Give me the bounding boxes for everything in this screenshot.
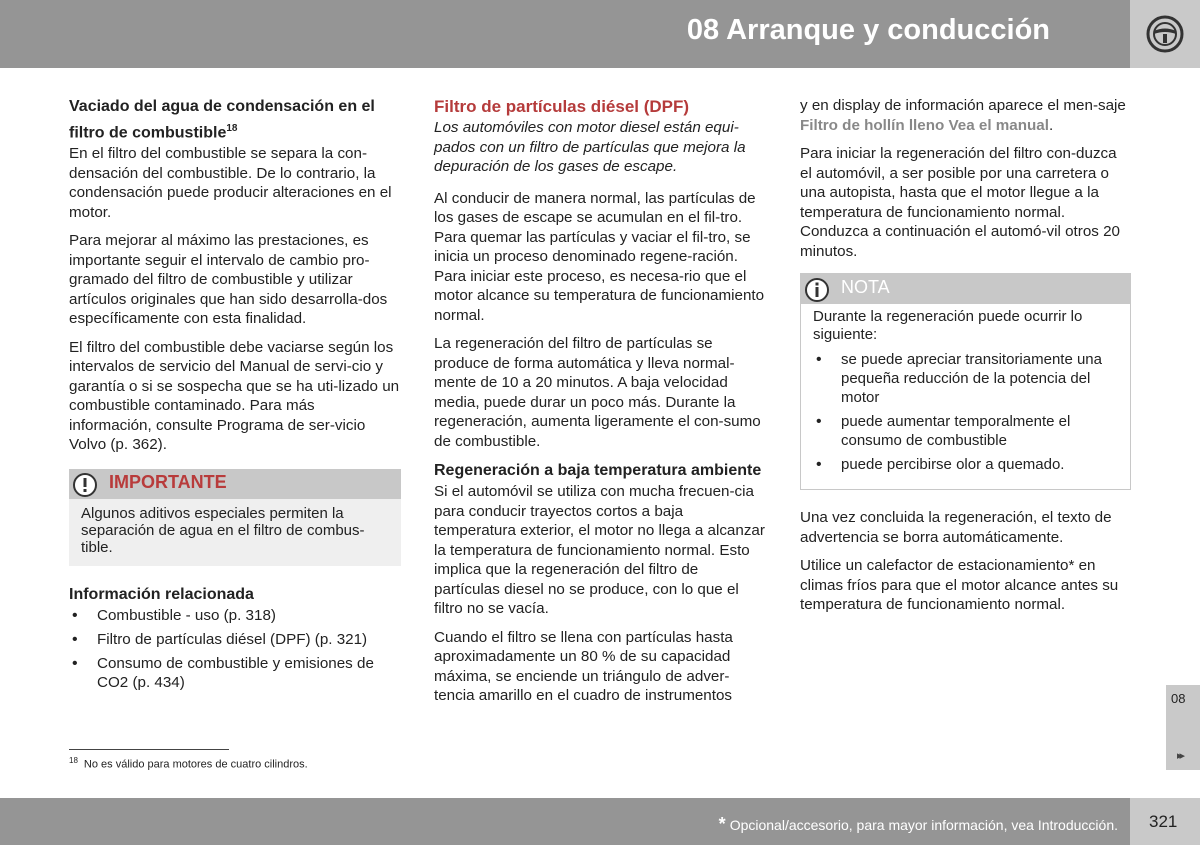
paragraph: En el filtro del combustible se separa la con-densación del combustible. De lo contrario, la condensación puede producir alteraciones en el motor. [69, 145, 392, 221]
page-header [0, 0, 1130, 68]
important-label: IMPORTANTE [109, 471, 227, 492]
page-footer [0, 798, 1130, 845]
steering-wheel-icon [1145, 14, 1185, 54]
paragraph: Para mejorar al máximo las prestaciones, es importante seguir el intervalo de cambio pro-gramado del filtro de combustible y utilizar artículos originales que han sido desarrolla-dos específicamente con esta finalidad. [69, 232, 388, 328]
warning-icon [72, 472, 98, 498]
note-header [801, 274, 1130, 304]
lead-paragraph: Los automóviles con motor diesel están equi-pados con un filtro de partículas que mejora la depuración de los gases de escape. [434, 119, 746, 175]
page-number: 321 [1149, 812, 1178, 831]
note-item: • puede percibirse olor a quemado. [813, 455, 1118, 474]
related-info [69, 584, 401, 692]
chapter-side-tab[interactable] [1166, 685, 1200, 770]
paragraph: Para iniciar la regeneración del filtro con-duzca el automóvil, a ser posible por una carretera o una autopista, hasta que el motor llegue a la temperatura de funcionamiento normal. Conduzca a continuación el automó-vil otros 20 minutos. [800, 145, 1120, 260]
paragraph: Cuando el filtro se llena con partículas hasta aproximadamente un 80 % de su capacidad máxima, se enciende un triángulo de adver-tencia amarillo en el cuadro de instrumentos [434, 628, 733, 704]
note-body [801, 304, 1130, 489]
important-header [69, 469, 401, 499]
subheading-low-temp: Regeneración a baja temperatura ambiente [434, 462, 762, 479]
column-middle [434, 96, 768, 715]
important-box [69, 469, 401, 566]
note-box [800, 273, 1131, 490]
note-intro: Durante la regeneración puede ocurrir lo siguiente: [813, 308, 1083, 343]
footnote: $^{18}$ No es válido para motores de cuatro cilindros. [69, 756, 308, 771]
note-item: • se puede apreciar transitoriamente una pequeña reducción de la potencia del motor [813, 350, 1118, 407]
important-text: Algunos aditivos especiales permiten la separación de agua en el filtro de combus-tible. [81, 504, 365, 556]
column-left [69, 96, 401, 697]
paragraph: Utilice un calefactor de estacionamiento* en climas fríos para que el motor alcance antes su temperatura de funcionamiento normal. [800, 557, 1119, 613]
page-number-box [1130, 798, 1200, 845]
section-heading-condensation: Vaciado del agua de condensación en el filtro de combustible$^{18}$ [69, 98, 375, 142]
related-heading: Información relacionada [69, 585, 254, 603]
chapter-title: 08 Arranque y conducción [686, 14, 1050, 46]
paragraph: Una vez concluida la regeneración, el texto de advertencia se borra automáticamente. [800, 509, 1112, 546]
column-right [800, 96, 1131, 624]
footer-note: * Opcional/accesorio, para mayor información, vea Introducción. [718, 814, 1118, 834]
paragraph: La regeneración del filtro de partículas se produce de forma automática y lleva normal-mente de 10 a 20 minutos. A baja velocidad media, puede durar un poco más. Durante la regeneración, aumenta ligeramente el con-sumo de combustible. [434, 335, 761, 450]
related-link[interactable]: • Consumo de combustible y emisiones de CO2 (p. 434) [69, 654, 401, 692]
related-link[interactable]: • Combustible - uso (p. 318) [69, 606, 401, 625]
paragraph: Si el automóvil se utiliza con mucha frecuen-cia para conducir trayectos cortos a baja temperatura exterior, el motor no llega a alcanzar la temperatura de funcionamiento normal. Esto implica que la regeneración del filtro de partículas diesel no se produce, con lo que el filtro no se vacía. [434, 483, 765, 617]
paragraph: y en display de información aparece el men-saje Filtro de hollín lleno Vea el manual. [800, 97, 1126, 134]
related-link[interactable]: • Filtro de partículas diésel (DPF) (p. 321) [69, 630, 401, 649]
info-icon [804, 277, 830, 303]
note-item: • puede aumentar temporalmente el consumo de combustible [813, 412, 1118, 450]
footnote-ref: 18 [226, 123, 238, 134]
side-tab-label: 08 [1171, 691, 1186, 706]
chapter-icon-box [1130, 0, 1200, 68]
note-label: NOTA [841, 277, 890, 297]
paragraph: Al conducir de manera normal, las partículas de los gases de escape se acumulan en el fil-tro. Para quemar las partículas y vaciar el fil-tro, se inicia un proceso denominado regene-ración. Para iniciar este proceso, es necesa-rio que el motor alcance su temperatura de funcionamiento normal. [434, 189, 765, 324]
next-page-arrow-icon[interactable]: ▸▸ [1177, 750, 1183, 762]
footnote-divider [69, 749, 229, 750]
paragraph: El filtro del combustible debe vaciarse según los intervalos de servicio del Manual de servi-cio y garantía o si se sospecha que se ha uti-lizado un combustible contaminado. Para más información, consulte Programa de ser-vicio Volvo (p. 362). [69, 338, 400, 454]
display-message: Filtro de hollín lleno Vea el manual [800, 116, 1049, 134]
section-heading-dpf: Filtro de partículas diésel (DPF) [434, 97, 690, 116]
